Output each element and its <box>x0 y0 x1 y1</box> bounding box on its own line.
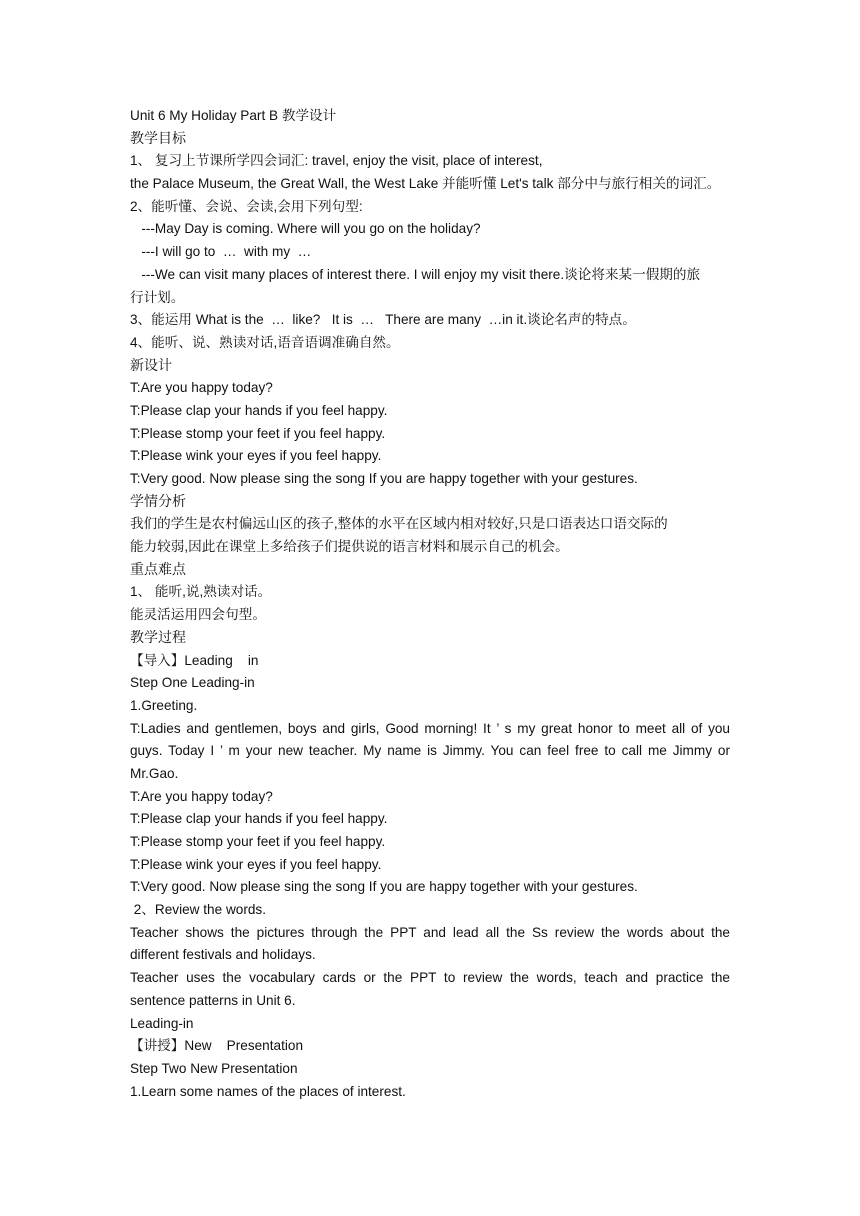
step-one-title: Step One Leading-in <box>130 675 255 691</box>
document-page <box>130 105 730 1103</box>
heading-new-design: 新设计 <box>130 357 172 374</box>
sentence-pattern-1: ---May Day is coming. Where will you go on the holiday? <box>130 221 481 237</box>
design-line-3: T:Please stomp your feet if you feel happy. <box>130 425 386 441</box>
objective-3: 3、能运用 What is the … like? It is … There are many …in it.谈论名声的特点。 <box>130 312 636 328</box>
design-line-4: T:Please wink your eyes if you feel happy. <box>130 448 382 464</box>
key-point-1: 1、 能听,说,熟读对话。 <box>130 584 272 600</box>
heading-key-points: 重点难点 <box>130 561 186 578</box>
step-two-title: Step Two New Presentation <box>130 1060 298 1076</box>
step-two-item-1: 1.Learn some names of the places of interest. <box>130 1083 406 1099</box>
process-line-4: T:Please wink your eyes if you feel happy. <box>130 856 382 872</box>
process-line-3: T:Please stomp your feet if you feel happy. <box>130 834 386 850</box>
leading-in-label: Leading-in <box>130 1015 194 1031</box>
heading-objectives: 教学目标 <box>130 130 186 147</box>
heading-student-analysis: 学情分析 <box>130 493 186 510</box>
review-words-title: 2、Review the words. <box>130 902 266 918</box>
analysis-line-1: 我们的学生是农村偏远山区的孩子,整体的水平在区域内相对较好,只是口语表达口语交际的 <box>130 516 668 532</box>
objective-1: 1、 复习上节课所学四会词汇: travel, enjoy the visit, place of interest, <box>130 153 543 169</box>
objective-1-cont: the Palace Museum, the Great Wall, the West Lake 并能听懂 Let's talk 部分中与旅行相关的词汇。 <box>130 176 721 192</box>
objective-4: 4、能听、说、熟读对话,语音语调准确自然。 <box>130 334 400 350</box>
review-line-2: different festivals and holidays. <box>130 947 316 963</box>
sentence-pattern-3: ---We can visit many places of interest there. I will enjoy my visit there.谈论将来某一假期的旅 <box>130 266 701 282</box>
review-line-1: Teacher shows the pictures through the PPT and lead all the Ss review the words about the <box>130 924 730 940</box>
design-line-1: T:Are you happy today? <box>130 380 273 396</box>
greeting-line-3: Mr.Gao. <box>130 765 179 781</box>
greeting-line-1: T:Ladies and gentlemen, boys and girls, Good morning! It ’ s my great honor to meet all of you <box>130 720 730 736</box>
section-new-presentation: 【讲授】New Presentation <box>130 1038 304 1054</box>
process-line-5: T:Very good. Now please sing the song If you are happy together with your gestures. <box>130 879 638 895</box>
sentence-pattern-2: ---I will go to … with my … <box>130 244 312 260</box>
key-point-2: 能灵活运用四会句型。 <box>130 607 266 623</box>
process-line-2: T:Please clap your hands if you feel happy. <box>130 811 388 827</box>
objective-2: 2、能听懂、会说、会读,会用下列句型: <box>130 198 363 214</box>
sentence-pattern-3-cont: 行计划。 <box>130 289 185 305</box>
greeting-title: 1.Greeting. <box>130 697 198 713</box>
analysis-line-2: 能力较弱,因此在课堂上多给孩子们提供说的语言材料和展示自己的机会。 <box>130 539 569 555</box>
heading-teaching-process: 教学过程 <box>130 629 186 646</box>
greeting-line-2: guys. Today I ’ m your new teacher. My name is Jimmy. You can feel free to call me Jimmy or <box>130 743 730 759</box>
process-line-1: T:Are you happy today? <box>130 788 273 804</box>
review-line-3: Teacher uses the vocabulary cards or the PPT to review the words, teach and practice the <box>130 970 730 986</box>
design-line-2: T:Please clap your hands if you feel happy. <box>130 402 388 418</box>
review-line-4: sentence patterns in Unit 6. <box>130 992 296 1008</box>
doc-title: Unit 6 My Holiday Part B 教学设计 <box>130 108 337 123</box>
section-leading-in: 【导入】Leading in <box>130 652 259 668</box>
design-line-5: T:Very good. Now please sing the song If you are happy together with your gestures. <box>130 471 638 486</box>
